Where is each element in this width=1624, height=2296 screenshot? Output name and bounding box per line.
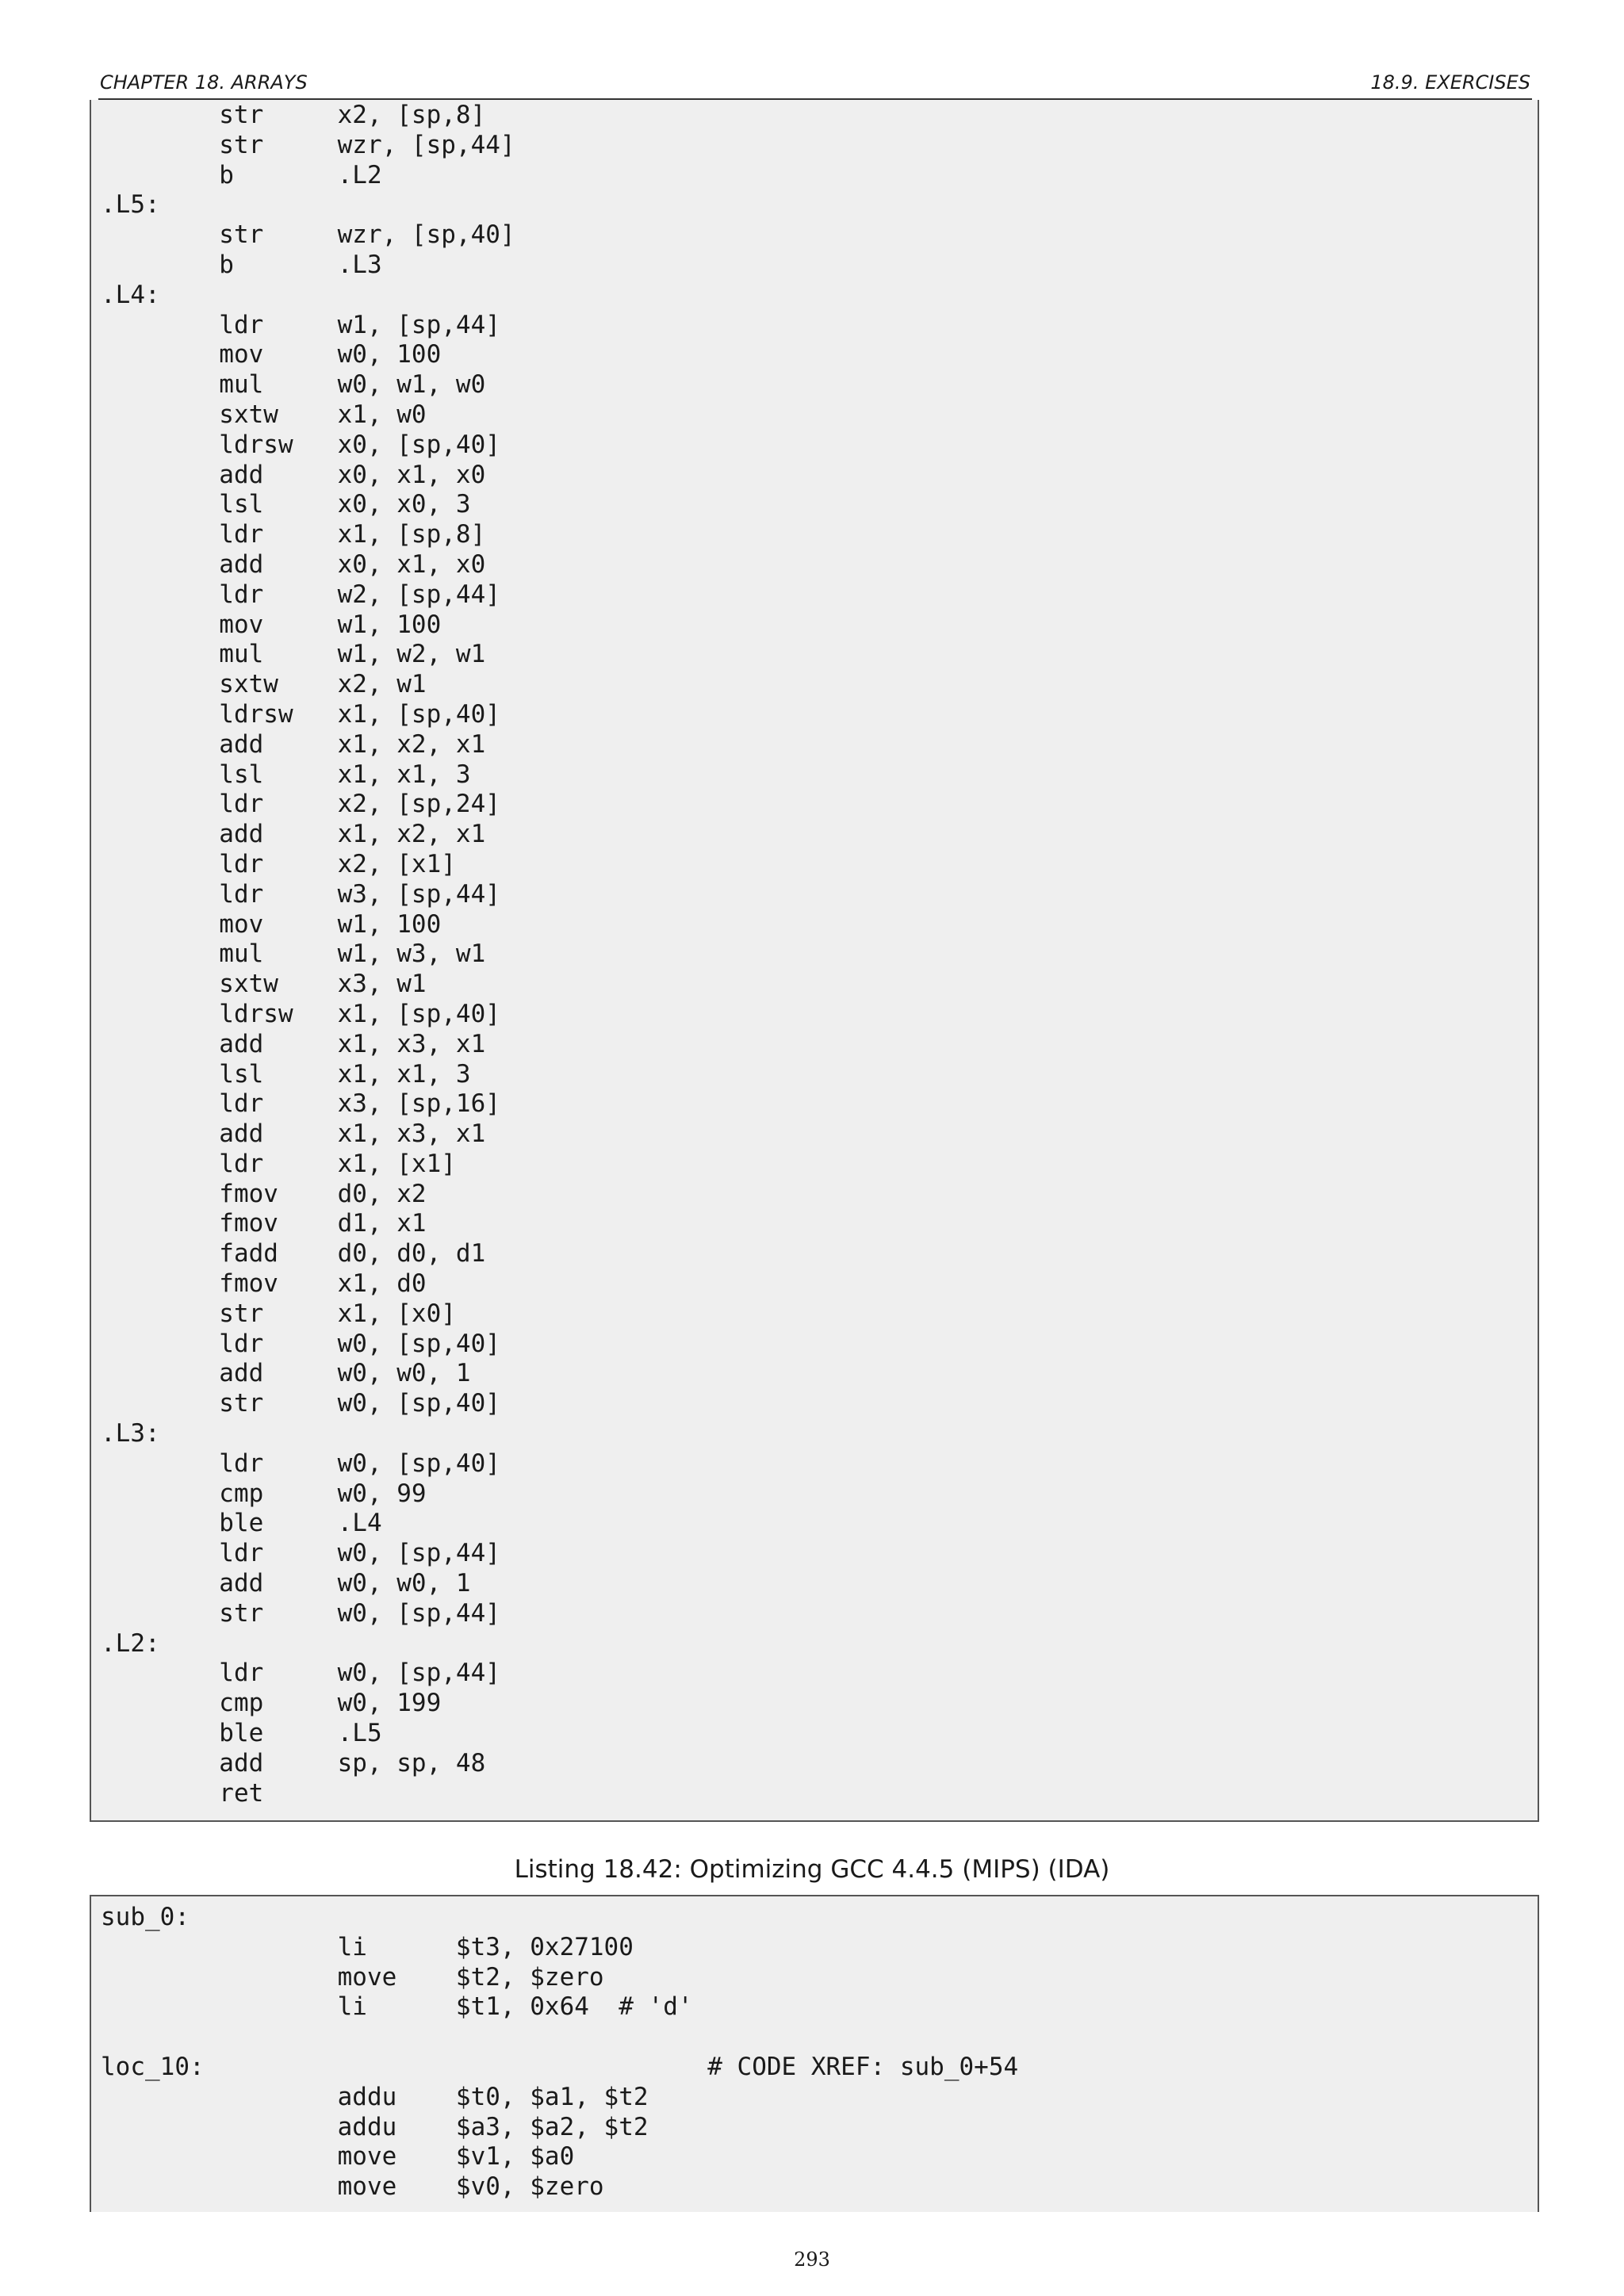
code-line: add x0, x1, x0 (101, 549, 486, 579)
code-line: lsl x0, x0, 3 (101, 490, 471, 519)
code-line: mov w1, 100 (101, 909, 442, 939)
code-line: lsl x1, x1, 3 (101, 1059, 471, 1089)
code-line: str w0, [sp,44] (101, 1598, 500, 1628)
code-line: fmov d0, x2 (101, 1179, 427, 1208)
code-line: ldrsw x1, [sp,40] (101, 999, 500, 1028)
code-line: ble .L5 (101, 1719, 382, 1748)
code-line: b .L3 (101, 250, 382, 279)
code-line: ret (101, 1778, 264, 1808)
code-line: b .L2 (101, 160, 382, 189)
code-line: addu $a3, $a2, $t2 (101, 2112, 649, 2141)
code-line: sxtw x3, w1 (101, 970, 427, 999)
code-line: add x1, x2, x1 (101, 820, 486, 849)
code-line: ldr x3, [sp,16] (101, 1089, 500, 1119)
code-line: str wzr, [sp,40] (101, 220, 515, 250)
code-line: add w0, w0, 1 (101, 1569, 471, 1598)
code-line: li $t1, 0x64 # 'd' (101, 1992, 693, 2022)
code-line: loc_10: # CODE XREF: sub_0+54 (101, 2052, 1019, 2081)
code-line: ldr x1, [x1] (101, 1149, 456, 1178)
code-line: str w0, [sp,40] (101, 1389, 500, 1418)
section-title: 18.9. EXERCISES (1370, 71, 1530, 94)
code-line: .L2: (101, 1628, 160, 1658)
code-line: move $v1, $a0 (101, 2142, 575, 2172)
code-line: add sp, sp, 48 (101, 1748, 486, 1777)
code-line: sub_0: (101, 1903, 190, 1931)
code-line: ble .L4 (101, 1509, 382, 1538)
code-line: ldr x2, [x1] (101, 849, 456, 878)
code-line: fmov d1, x1 (101, 1209, 427, 1238)
code-line: ldrsw x1, [sp,40] (101, 699, 500, 729)
code-line: ldr w1, [sp,44] (101, 310, 500, 339)
code-line: ldr w0, [sp,44] (101, 1659, 500, 1688)
listing-caption: Listing 18.42: Optimizing GCC 4.4.5 (MIPS) (IDA) (514, 1855, 1110, 1884)
code-line: add w0, w0, 1 (101, 1359, 471, 1388)
code-line: ldr w0, [sp,40] (101, 1329, 500, 1358)
code-line: .L5: (101, 190, 160, 220)
code-line: str x2, [sp,8] (101, 101, 486, 129)
code-line: fadd d0, d0, d1 (101, 1239, 486, 1269)
code-line: lsl x1, x1, 3 (101, 760, 471, 789)
code-line: ldrsw x0, [sp,40] (101, 430, 500, 459)
arm-code-listing (90, 100, 1539, 1822)
code-line: add x0, x1, x0 (101, 460, 486, 489)
code-line: fmov x1, d0 (101, 1269, 427, 1299)
mips-code-listing (90, 1895, 1539, 2212)
code-line: ldr w0, [sp,40] (101, 1448, 500, 1478)
code-line: mov w0, 100 (101, 340, 442, 369)
code-line: ldr x2, [sp,24] (101, 790, 500, 819)
running-header (98, 68, 1532, 100)
code-line: mov w1, 100 (101, 610, 442, 639)
code-line: mul w1, w2, w1 (101, 640, 486, 669)
code-line: cmp w0, 199 (101, 1689, 442, 1718)
code-line: str wzr, [sp,44] (101, 130, 515, 159)
code-line: li $t3, 0x27100 (101, 1932, 634, 1961)
code-line: add x1, x2, x1 (101, 729, 486, 759)
code-line: ldr w2, [sp,44] (101, 580, 500, 609)
code-line: .L4: (101, 280, 160, 309)
code-line: str x1, [x0] (101, 1299, 456, 1328)
page-number: 293 (794, 2248, 830, 2271)
code-line: mul w1, w3, w1 (101, 939, 486, 969)
code-line: move $t2, $zero (101, 1962, 604, 1992)
code-line: add x1, x3, x1 (101, 1119, 486, 1149)
code-line: addu $t0, $a1, $t2 (101, 2082, 649, 2111)
chapter-title: CHAPTER 18. ARRAYS (100, 71, 308, 94)
code-line: move $v0, $zero (101, 2172, 604, 2202)
code-line: sxtw x2, w1 (101, 670, 427, 699)
code-line: .L3: (101, 1419, 160, 1448)
code-line: add x1, x3, x1 (101, 1029, 486, 1058)
code-line: ldr w3, [sp,44] (101, 879, 500, 909)
code-line: mul w0, w1, w0 (101, 370, 486, 400)
code-line: cmp w0, 99 (101, 1479, 427, 1508)
code-line: sxtw x1, w0 (101, 400, 427, 429)
code-line (101, 2022, 1538, 2053)
code-line: ldr x1, [sp,8] (101, 520, 486, 549)
code-line: ldr w0, [sp,44] (101, 1539, 500, 1568)
